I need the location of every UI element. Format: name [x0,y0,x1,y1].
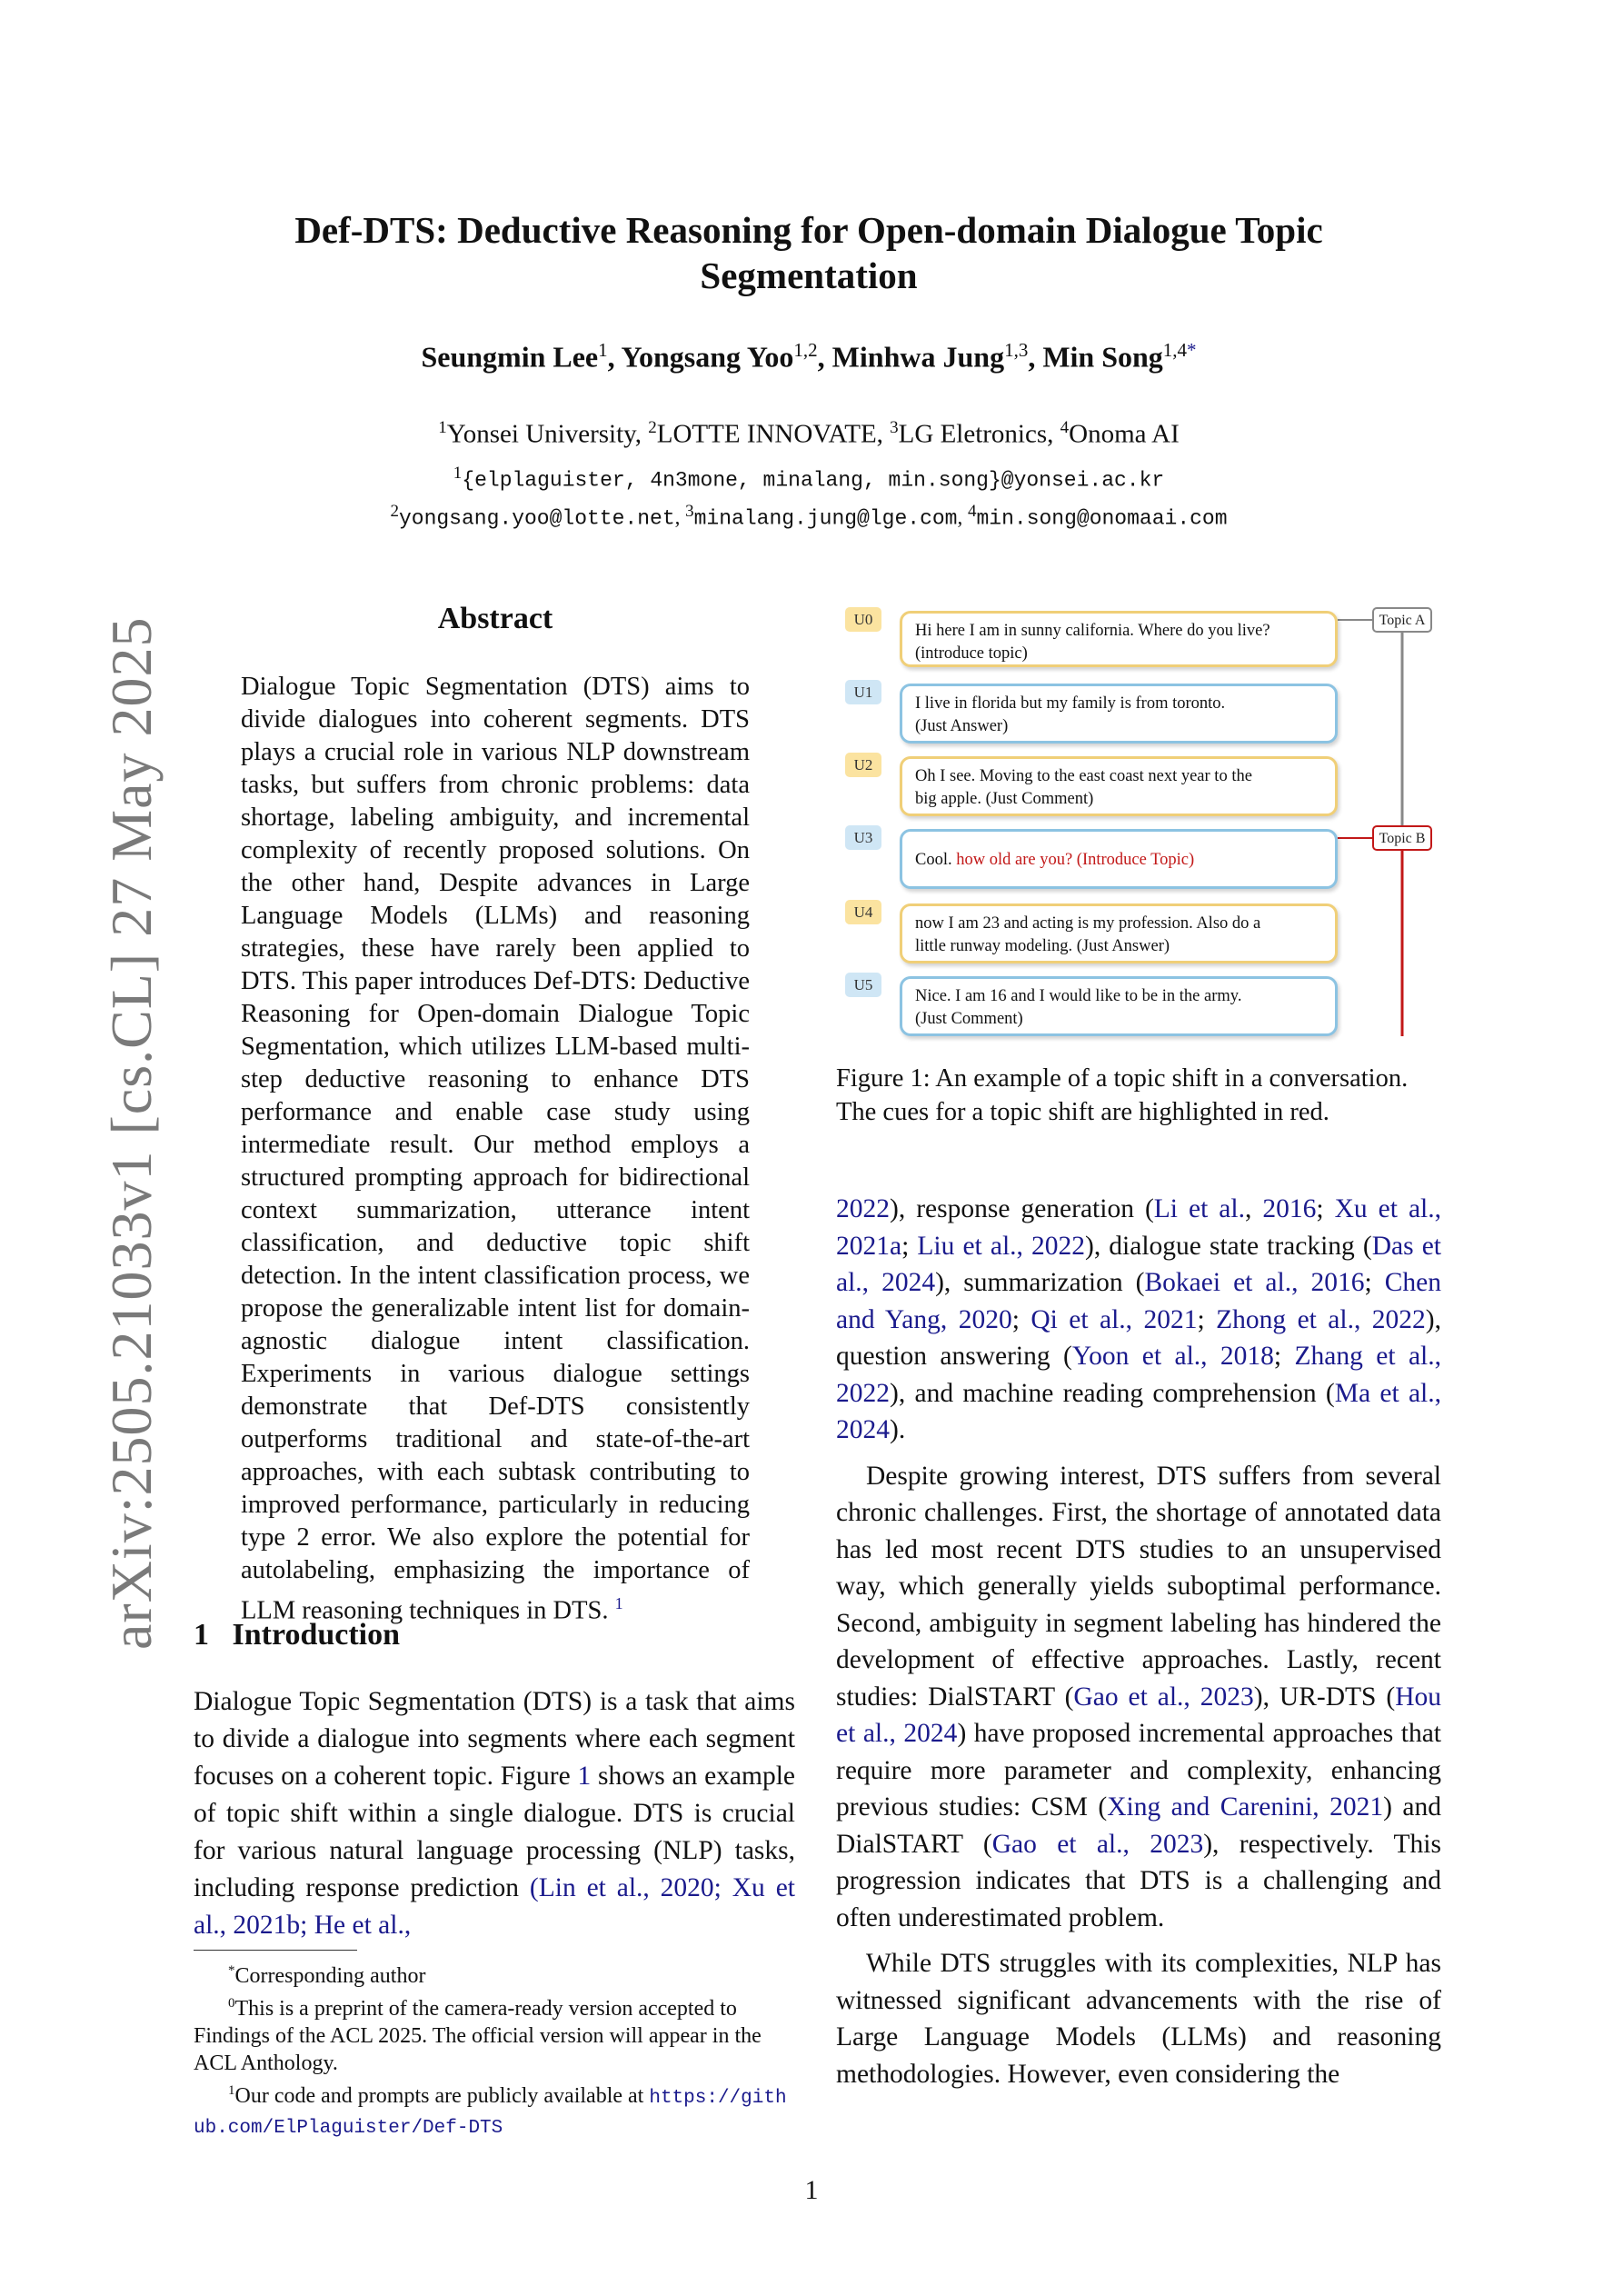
citation-link[interactable]: 2022 [836,1194,890,1223]
body-text: ; [901,1231,918,1261]
body-text: ), question answering ( [836,1304,1441,1371]
page-number: 1 [804,2175,819,2205]
email-address[interactable]: {elplaguister, 4n3mone, minalang, min.song}@yonsei.ac.kr [462,468,1165,493]
email-mark: 3 [685,502,694,521]
footnote-corresponding [194,1957,795,1990]
body-text: ; [1011,1304,1031,1334]
section-title: Introduction [232,1618,401,1652]
affil-name: Onoma AI [1069,419,1180,449]
utterance-label: U0 [845,607,881,632]
utterance-bubble [900,976,1338,1036]
paper-title: Def-DTS: Deductive Reasoning for Open-domain Dialogue Topic Segmentation [294,209,1323,296]
utterance-bubble [900,756,1338,816]
figure-ref-link[interactable]: 1 [577,1762,592,1791]
footnote-preprint [194,1990,795,2077]
body-text: ), respectively. This progression indicates that DTS is a challenging and often underestimated problem. [836,1829,1441,1932]
citation-link[interactable]: Yoon et al., 2018 [1071,1342,1274,1371]
body-text: ). [890,1415,906,1444]
email-line-1 [227,464,1390,493]
citation-link[interactable]: Zhong et al., 2022 [1216,1304,1426,1334]
section-heading-introduction [194,1618,400,1652]
author-affil-mark: 1 [598,339,608,361]
utterance-text: I live in florida but my family is from toronto. [915,694,1226,713]
introduction-paragraph [194,1683,795,1944]
affil-name: LOTTE INNOVATE [656,419,877,449]
footnotes [194,1957,795,2142]
affil-name: LG Eletronics [898,419,1048,449]
corresponding-author-mark[interactable]: * [1187,339,1197,361]
utterance-bubble [900,829,1338,889]
utterance-text: Cool. [915,851,957,869]
utterance-bubble [900,903,1338,963]
citation-link[interactable]: Ma et al., 2024 [836,1378,1441,1444]
body-text: Despite growing interest, DTS suffers from several chronic challenges. First, the shortage of annotated data has led most recent DTS studies to an unsupervised way, which generally yields suboptimal performance. Second, ambiguity in segment labeling has hindered the development of effective approaches. Lastly, recent studies: DialSTART ( [836,1461,1441,1712]
affil-mark: 2 [648,418,657,437]
utterance-text: (Just Comment) [915,1010,1023,1028]
citation-link[interactable]: Gao et al., 2023 [1073,1682,1254,1712]
utterance-text: Nice. I am 16 and I would like to be in the army. [915,987,1242,1005]
utterance-text: Oh I see. Moving to the east coast next year to the [915,767,1252,785]
affil-mark: 3 [890,418,899,437]
affiliations: $^1$Yonsei University, $^2$LOTTE INNOVATE, $^3$LG Eletronics, $^4$Onoma AI [438,418,1180,449]
utterance-label: U1 [845,680,881,704]
utterance-text: big apple. (Just Comment) [915,790,1094,808]
citation-link[interactable]: Qi et al., 2021 [1031,1304,1198,1334]
body-text: ; [1273,1342,1295,1371]
affil-name: Yonsei University [446,419,635,449]
author-affil-mark: 1,2 [793,339,818,361]
footnote-mark: * [228,1963,235,1978]
utterance-text: now I am 23 and acting is my profession. Also do a [915,914,1261,933]
author-name: Seungmin Lee [421,340,599,374]
body-text: ), response generation ( [890,1194,1154,1223]
author-affil-mark: 1,3 [1004,339,1029,361]
citation-link[interactable]: Bokaei et al., 2016 [1144,1268,1365,1297]
body-text: ), dialogue state tracking ( [1085,1231,1372,1261]
body-text: ) and DialSTART ( [836,1792,1441,1859]
topic-a-label: Topic A [1372,607,1432,633]
intro-text: Dialogue Topic Segmentation (DTS) is a task that aims to divide a dialogue into segments where each segment focuses on a coherent topic. Figure [194,1687,795,1791]
citation-link[interactable]: Liu et al., 2022 [917,1231,1085,1261]
body-text: ), UR-DTS ( [1253,1682,1396,1712]
citation-link[interactable]: Chen and Yang, 2020 [836,1268,1441,1334]
body-text: ), and machine reading comprehension ( [890,1378,1335,1408]
citation-link[interactable]: 2016 [1262,1194,1317,1223]
paragraph-llm: While DTS struggles with its complexities, NLP has witnessed significant advancements with the rise of Large Language Models (LLMs) and reasoning methodologies. However, even considering the [836,1949,1441,2089]
body-text: ), summarization ( [935,1268,1145,1297]
author-list: Seungmin Lee$^1$, Yongsang Yoo$^{1,2}$, Minhwa Jung$^{1,3}$, Min Song$^{1,4*}$ [421,339,1197,374]
footnote-text: Corresponding author [234,1964,426,1988]
body-text: ; [1197,1304,1217,1334]
intro-text: shows an example of topic shift within a single dialogue. DTS is crucial for various natural language processing (NLP) tasks, including response prediction [194,1762,796,1902]
utterance-bubble [900,611,1338,667]
abstract-paragraph: Dialogue Topic Segmentation (DTS) aims to divide dialogues into coherent segments. DTS plays a crucial role in various NLP downstream tasks, but suffers from chronic problems: data shortage, labeling ambiguity, and incremental complexity of recently proposed solutions. On the other hand, Despite advances in Large Language Models (LLMs) and reasoning strategies, these have rarely been applied to DTS. This paper introduces Def-DTS: Deductive Reasoning for Open-domain Dialogue Topic Segmentation, which utilizes LLM-based multi-step deductive reasoning to enhance DTS performance and enable case study using intermediate result. Our method employs a structured prompting approach for bidirectional context summarization, utterance intent classification, and deductive topic shift detection. In the intent classification process, we propose the generalizable intent list for domain-agnostic dialogue intent classification. Experiments in various dialogue settings demonstrate that Def-DTS consistently outperforms traditional and state-of-the-art approaches, with each subtask contributing to improved performance, particularly in reducing type 2 error. We also explore the potential for autolabeling, emphasizing the importance of LLM reasoning techniques in DTS. [241,673,750,1625]
abstract-text [241,671,750,1628]
topic-shift-cue: how old are you? (Introduce Topic) [956,851,1195,869]
utterance-label: U5 [845,973,881,997]
footnote-rule [194,1950,357,1951]
footnote-link[interactable]: 1 [614,1594,623,1612]
topic-b-label: Topic B [1372,825,1432,851]
citation-link[interactable]: Gao et al., 2023 [991,1829,1204,1859]
author-name: Min Song [1042,340,1163,374]
citation-link[interactable]: (Lin et al., 2020; Xu et al., 2021b; He et al., [194,1873,795,1940]
email-mark: 2 [390,502,399,521]
utterance-text: (introduce topic) [915,644,1028,663]
citation-link[interactable]: Das et al., 2024 [836,1231,1441,1297]
affil-mark: 4 [1060,418,1070,437]
citation-link[interactable]: Xu et al., 2021a [836,1194,1442,1261]
utterance-text: (Just Answer) [915,717,1009,735]
abstract-heading: Abstract [437,602,553,635]
body-text: ) have proposed incremental approaches that require more parameter and complexity, enhancing previous studies: CSM ( [836,1719,1441,1822]
utterance-bubble [900,684,1338,744]
footnote-text: Our code and prompts are publicly available at [234,2084,650,2108]
arxiv-identifier: arXiv:2505.21033v1 [cs.CL] 27 May 2025 [99,616,164,1650]
paragraph-challenges [836,1458,1441,1937]
email-mark: 1 [453,464,463,483]
affil-mark: 1 [438,418,447,437]
utterance-text: Hi here I am in sunny california. Where do you live? [915,622,1270,640]
author-affil-mark: 1,4 [1162,339,1188,361]
footnote-text: This is a preprint of the camera-ready version accepted to Findings of the ACL 2025. The official version will appear in the ACL Anthology. [194,1997,762,2075]
footnote-code [194,2077,795,2142]
footnote-mark: 1 [228,2083,235,2098]
email-line-2: $^2$yongsang.yoo@lotte.net, $^3$minalang.jung@lge.com, $^4$min.song@onomaai.com [390,502,1228,531]
email-address[interactable]: yongsang.yoo@lotte.net [398,506,675,531]
email-mark: 4 [967,502,977,521]
utterance-label: U4 [845,900,881,924]
utterance-label: U2 [845,753,881,777]
citation-link[interactable]: Xing and Carenini, 2021 [1107,1792,1384,1822]
utterance-text: little runway modeling. (Just Answer) [915,937,1170,955]
figure-1-dialogue [836,600,1445,1036]
citation-link[interactable]: Hou et al., 2024 [836,1682,1442,1748]
body-text: ; [1364,1268,1385,1297]
paragraph-related-tasks [836,1191,1441,1449]
citation-link[interactable]: Li et al. [1153,1194,1245,1223]
figure-caption: Figure 1: An example of a topic shift in a conversation. The cues for a topic shift are highlighted in red. [836,1064,1409,1126]
email-address[interactable]: minalang.jung@lge.com [693,506,958,531]
utterance-label: U3 [845,825,881,850]
email-address[interactable]: min.song@onomaai.com [976,506,1228,531]
body-text: , [1244,1194,1263,1223]
code-repo-link[interactable]: https://github.com/ElPlaguister/Def-DTS [194,2088,787,2139]
body-text: ; [1316,1194,1335,1223]
citation-link[interactable]: Zhang et al., 2022 [836,1342,1441,1408]
author-name: Yongsang Yoo [621,340,794,374]
author-name: Minhwa Jung [831,340,1005,374]
section-number: 1 [194,1618,209,1652]
right-column-text [836,1191,1441,2092]
footnote-mark: 0 [228,1996,235,2011]
